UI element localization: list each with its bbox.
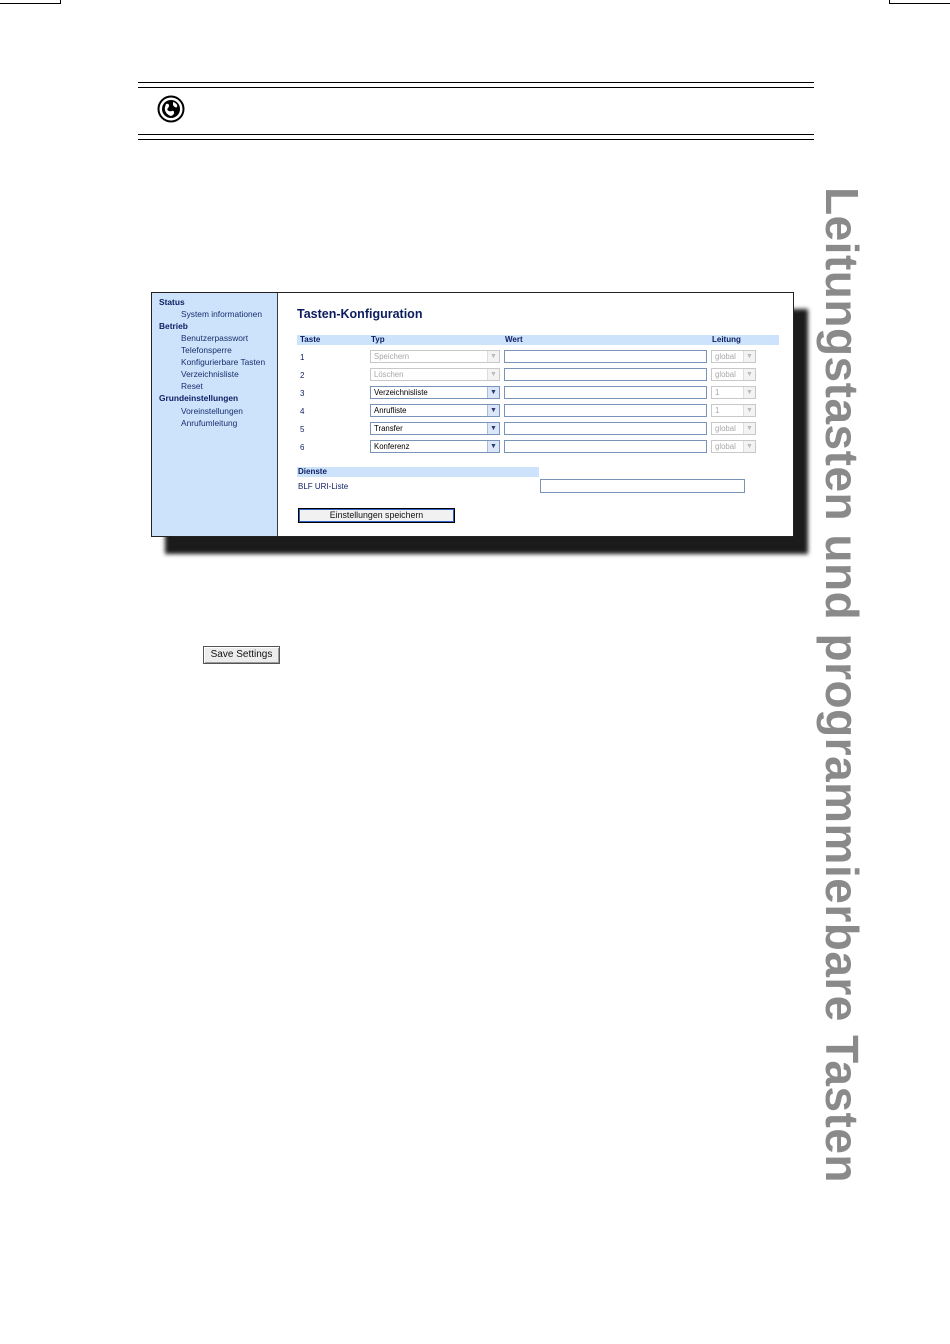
type-select[interactable] bbox=[370, 422, 500, 435]
nav-item-verzeichnisliste[interactable]: Verzeichnisliste bbox=[181, 369, 239, 380]
blf-uri-input[interactable] bbox=[540, 479, 745, 493]
nav-item-reset[interactable]: Reset bbox=[181, 381, 203, 392]
banner-rule bbox=[138, 134, 814, 135]
nav-section-grundeinstellungen[interactable]: Grundeinstellungen bbox=[159, 393, 239, 404]
type-select[interactable] bbox=[370, 440, 500, 453]
main-content bbox=[279, 293, 793, 536]
key-number: 5 bbox=[300, 425, 305, 434]
chevron-down-icon: ▼ bbox=[487, 369, 499, 380]
type-select-value: Löschen bbox=[374, 370, 404, 379]
table-row bbox=[297, 386, 779, 402]
save-settings-button-de[interactable]: Einstellungen speichern bbox=[298, 508, 455, 523]
value-input[interactable] bbox=[504, 386, 707, 399]
globe-icon bbox=[157, 95, 185, 123]
table-row bbox=[297, 422, 779, 438]
nav-sidebar bbox=[152, 293, 278, 536]
type-select-value: Verzeichnisliste bbox=[374, 388, 428, 397]
value-input[interactable] bbox=[504, 422, 707, 435]
type-select[interactable] bbox=[370, 404, 500, 417]
line-select-value: global bbox=[715, 370, 736, 379]
line-select-value: global bbox=[715, 442, 736, 451]
chevron-down-icon: ▼ bbox=[743, 369, 755, 380]
type-select[interactable] bbox=[370, 386, 500, 399]
banner-rule bbox=[138, 82, 814, 83]
line-select-value: global bbox=[715, 424, 736, 433]
save-settings-button[interactable]: Save Settings bbox=[203, 646, 280, 664]
page-title: Tasten-Konfiguration bbox=[297, 307, 423, 321]
line-select[interactable] bbox=[711, 422, 756, 435]
value-input[interactable] bbox=[504, 404, 707, 417]
value-input[interactable] bbox=[504, 350, 707, 363]
line-select[interactable] bbox=[711, 368, 756, 381]
chapter-title-text: Leitungstasten und programmierbare Tasten bbox=[816, 186, 869, 1184]
type-select[interactable] bbox=[370, 350, 500, 363]
line-select-value: 1 bbox=[715, 406, 720, 415]
key-number: 2 bbox=[300, 371, 305, 380]
line-select-value: global bbox=[715, 352, 736, 361]
chevron-down-icon: ▼ bbox=[487, 405, 499, 416]
chevron-down-icon: ▼ bbox=[743, 441, 755, 452]
web-ui-screenshot bbox=[151, 292, 794, 537]
key-number: 3 bbox=[300, 389, 305, 398]
nav-item-system-informationen[interactable]: System informationen bbox=[181, 309, 262, 320]
nav-item-voreinstellungen[interactable]: Voreinstellungen bbox=[181, 405, 243, 416]
col-header-taste: Taste bbox=[300, 335, 321, 344]
line-select-value: 1 bbox=[715, 388, 720, 397]
col-header-leitung: Leitung bbox=[712, 335, 741, 344]
chevron-down-icon: ▼ bbox=[743, 351, 755, 362]
table-row bbox=[297, 404, 779, 420]
value-input[interactable] bbox=[504, 368, 707, 381]
type-select-value: Speichern bbox=[374, 352, 410, 361]
chevron-down-icon: ▼ bbox=[743, 405, 755, 416]
type-select-value: Konferenz bbox=[374, 442, 410, 451]
table-row bbox=[297, 440, 779, 456]
line-select[interactable] bbox=[711, 404, 756, 417]
type-select[interactable] bbox=[370, 368, 500, 381]
key-number: 6 bbox=[300, 443, 305, 452]
table-row bbox=[297, 350, 779, 366]
chevron-down-icon: ▼ bbox=[743, 423, 755, 434]
line-select[interactable] bbox=[711, 386, 756, 399]
nav-item-anrufumleitung[interactable]: Anrufumleitung bbox=[181, 417, 238, 428]
chevron-down-icon: ▼ bbox=[487, 387, 499, 398]
chevron-down-icon: ▼ bbox=[487, 351, 499, 362]
key-number: 1 bbox=[300, 353, 305, 362]
type-select-value: Anrufliste bbox=[374, 406, 407, 415]
chapter-side-title bbox=[810, 140, 874, 1230]
type-select-value: Transfer bbox=[374, 424, 403, 433]
col-header-typ: Typ bbox=[371, 335, 385, 344]
table-row bbox=[297, 368, 779, 384]
table-header bbox=[297, 335, 779, 345]
chevron-down-icon: ▼ bbox=[487, 423, 499, 434]
crop-mark-top-right bbox=[889, 0, 950, 4]
col-header-wert: Wert bbox=[505, 335, 523, 344]
crop-mark-top-left bbox=[0, 0, 61, 4]
nav-item-benutzerpasswort[interactable]: Benutzerpasswort bbox=[181, 333, 249, 344]
nav-item-telefonsperre[interactable]: Telefonsperre bbox=[181, 345, 232, 356]
value-input[interactable] bbox=[504, 440, 707, 453]
chevron-down-icon: ▼ bbox=[743, 387, 755, 398]
services-header: Dienste bbox=[297, 467, 539, 477]
nav-item-konfigurierbare-tasten[interactable]: Konfigurierbare Tasten bbox=[181, 357, 266, 368]
line-select[interactable] bbox=[711, 350, 756, 363]
blf-uri-label: BLF URI-Liste bbox=[298, 482, 349, 491]
nav-section-status[interactable]: Status bbox=[159, 297, 185, 307]
chevron-down-icon: ▼ bbox=[487, 441, 499, 452]
line-select[interactable] bbox=[711, 440, 756, 453]
key-number: 4 bbox=[300, 407, 305, 416]
banner-rule bbox=[138, 139, 814, 140]
nav-section-betrieb[interactable]: Betrieb bbox=[159, 321, 188, 332]
banner-rule bbox=[138, 87, 814, 88]
